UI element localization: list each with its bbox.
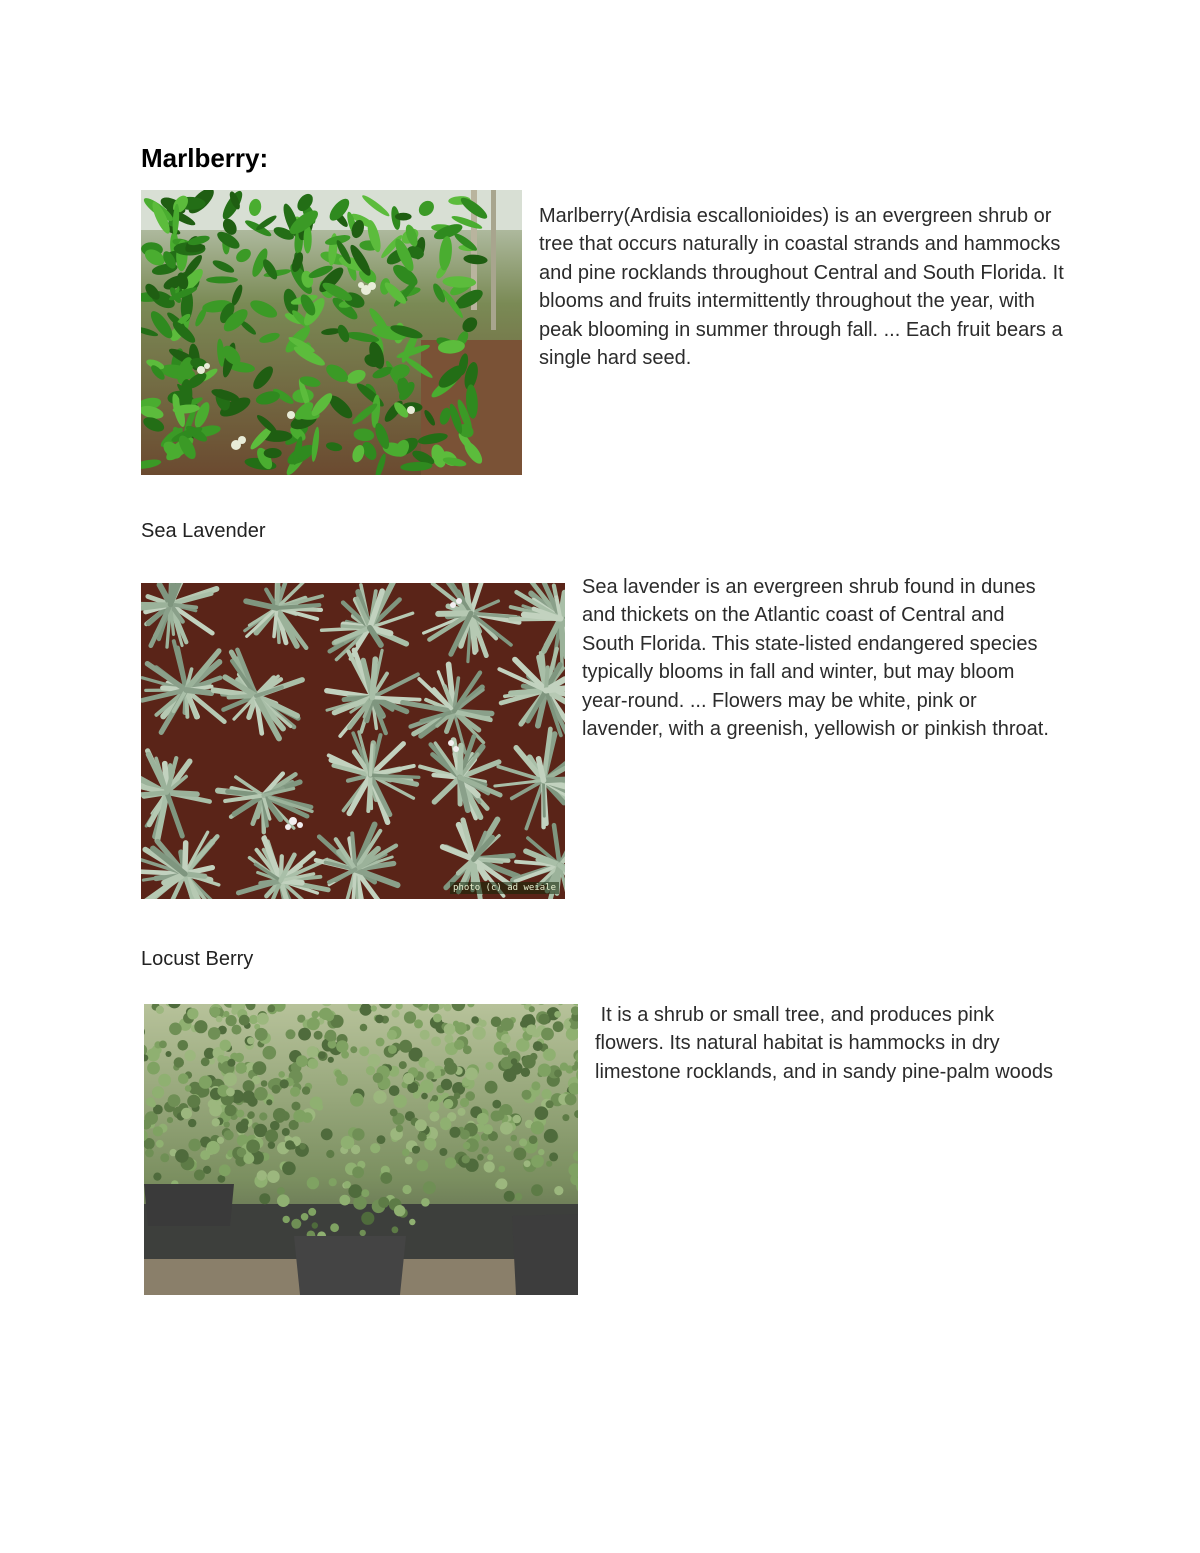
locust-berry-photo	[144, 1004, 578, 1295]
marlberry-photo-image	[141, 190, 522, 475]
locust-berry-photo-image	[144, 1004, 578, 1295]
locust-berry-description: It is a shrub or small tree, and produces pink flowers. Its natural habitat is hammocks in dry limestone rocklands, and in sandy pine-palm woods	[595, 1004, 1054, 1083]
sea-lavender-description: Sea lavender is an evergreen shrub found in dunes and thickets on the Atlantic coast of Central and South Florida. This state-listed endangered species typically blooms in fall and winter, but may bloom year-round. ... Flowers may be white, pink or lavender, with a greenish, yellowish or pinkish throat.	[582, 576, 1049, 741]
sea-lavender-photo	[141, 583, 565, 899]
section-heading-sea-lavender: Sea Lavender	[141, 520, 266, 542]
marlberry-description: Marlberry(Ardisia escallonioides) is an evergreen shrub or tree that occurs naturally in coastal strands and hammocks and pine rocklands throughout Central and South Florida. It blooms and fruits intermittently throughout the year, with peak blooming in summer through fall. ... Each fruit bears a single hard seed.	[539, 205, 1064, 370]
section-heading-locust-berry: Locust Berry	[141, 948, 254, 970]
section-heading-marlberry: Marlberry:	[141, 143, 269, 173]
sea-lavender-photo-image	[141, 583, 565, 899]
marlberry-photo	[141, 190, 522, 475]
photo-credit: photo (c) ad weiale	[450, 882, 559, 894]
